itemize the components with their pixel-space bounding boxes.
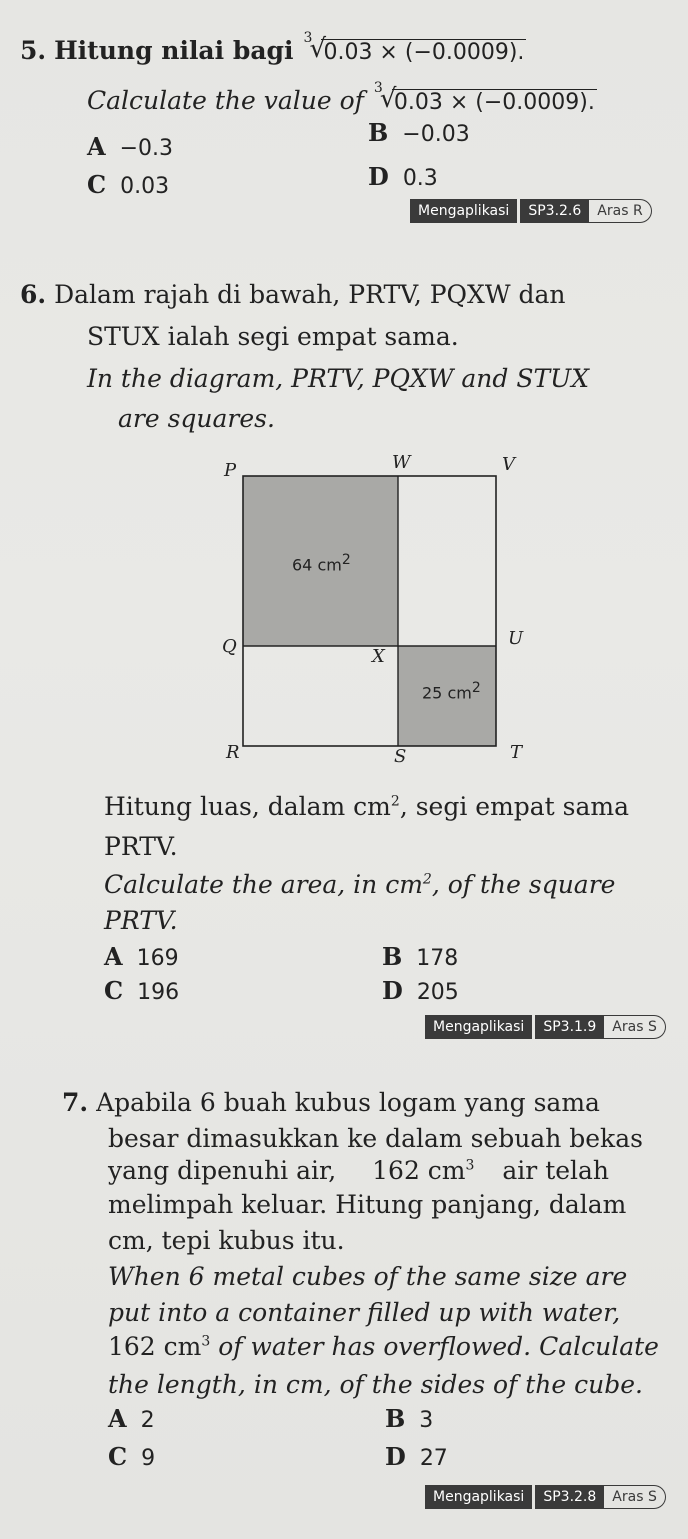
- q5-option-c[interactable]: [87, 170, 169, 199]
- q5-english-text: [87, 80, 597, 115]
- q7-english-line-3: [108, 1332, 659, 1361]
- area-label-64: [292, 552, 351, 574]
- q7-malay-line-1: [62, 1088, 600, 1117]
- tag-level: Aras S: [604, 1015, 666, 1039]
- volume-power: 3: [465, 1157, 475, 1174]
- label-r: R: [226, 742, 240, 763]
- option-value: 178: [416, 946, 459, 971]
- q5-radical-english: [372, 80, 597, 115]
- option-letter: D: [382, 976, 403, 1005]
- label-x: X: [372, 646, 385, 667]
- q7-malay-text-2: besar dimasukkan ke dalam sebuah bekas: [108, 1124, 643, 1153]
- option-value: −0.3: [119, 136, 174, 161]
- option-letter: B: [382, 942, 403, 971]
- area-value: 25 cm: [422, 683, 472, 703]
- q6-option-b[interactable]: [382, 942, 458, 971]
- q7-english-text-4: the length, in cm, of the sides of the cube.: [108, 1370, 643, 1399]
- tag-skill: Mengaplikasi: [425, 1015, 532, 1039]
- option-value: 205: [416, 980, 459, 1005]
- q7-option-a[interactable]: [108, 1404, 155, 1433]
- label-p: P: [224, 460, 237, 481]
- q6-malay-ask-2: PRTV.: [104, 832, 178, 861]
- q7-english-text-2: put into a container filled up with water,: [108, 1298, 621, 1327]
- q6-malay-line-1: [20, 280, 566, 309]
- label-t: T: [510, 742, 523, 763]
- option-letter: C: [104, 976, 124, 1005]
- option-value: 196: [137, 980, 180, 1005]
- option-value: 3: [419, 1408, 434, 1433]
- q6-option-a[interactable]: [104, 942, 179, 971]
- ask-sup: 2: [422, 871, 432, 888]
- q6-malay-text-1: Dalam rajah di bawah, PRTV, PQXW dan: [54, 280, 566, 309]
- q6-english-text-2: are squares.: [118, 404, 275, 433]
- q7-malay-text-5: cm, tepi kubus itu.: [108, 1226, 345, 1255]
- q7-malay-text-1: Apabila 6 buah kubus logam yang sama: [96, 1088, 600, 1117]
- q7-malay-line-3: [108, 1156, 609, 1185]
- option-value: 2: [140, 1408, 155, 1433]
- tag-code: SP3.2.8: [535, 1485, 604, 1509]
- area-unit-power: 2: [471, 680, 481, 696]
- q5-malay-prefix: Hitung nilai bagi: [54, 36, 294, 65]
- q7-english-text-3: of water has overflowed. Calculate: [218, 1332, 659, 1361]
- q7-tag: [425, 1484, 666, 1510]
- option-value: 9: [141, 1446, 156, 1471]
- option-letter: B: [368, 118, 389, 147]
- tag-level: Aras S: [604, 1485, 666, 1509]
- radical-index: 3: [373, 80, 383, 96]
- q5-option-b[interactable]: [368, 118, 470, 147]
- ask-sup: 2: [390, 793, 400, 810]
- radicand: 0.03 × (−0.0009).: [323, 40, 525, 65]
- volume-value: 162 cm: [372, 1156, 466, 1185]
- option-letter: D: [368, 162, 389, 191]
- q6-english-ask-1: [104, 870, 615, 899]
- option-letter: C: [108, 1442, 128, 1471]
- volume-power: 3: [201, 1333, 211, 1350]
- q7-volume: [372, 1156, 474, 1185]
- q6-tag: [425, 1014, 666, 1040]
- q5-english-prefix: Calculate the value of: [87, 86, 364, 115]
- option-letter: A: [87, 132, 106, 161]
- label-v: V: [502, 454, 515, 475]
- q5-malay-text: [20, 30, 526, 65]
- option-letter: C: [87, 170, 107, 199]
- radical-icon: √: [309, 34, 327, 64]
- label-w: W: [392, 452, 411, 473]
- tag-code: SP3.1.9: [535, 1015, 604, 1039]
- q6-malay-ask-1: [104, 792, 629, 821]
- ask-text: Calculate the area, in cm: [104, 870, 423, 899]
- q7-malay-text-3a: yang dipenuhi air,: [108, 1156, 337, 1185]
- q6-option-c[interactable]: [104, 976, 179, 1005]
- q7-malay-text-3b: air telah: [502, 1156, 610, 1185]
- diagram-figure: [200, 440, 540, 770]
- q6-malay-text-2: STUX ialah segi empat sama.: [87, 322, 459, 351]
- q6-number: 6.: [20, 280, 47, 309]
- tag-level: Aras R: [589, 199, 651, 223]
- radicand: 0.03 × (−0.0009).: [393, 90, 595, 115]
- option-value: 169: [136, 946, 179, 971]
- option-value: 0.3: [402, 166, 438, 191]
- squares-diagram: [200, 440, 540, 770]
- q6-option-d[interactable]: [382, 976, 459, 1005]
- volume-value: 162 cm: [108, 1332, 202, 1361]
- ask-tail: , segi empat sama: [399, 792, 630, 821]
- area-label-25: [422, 680, 481, 702]
- label-q: Q: [222, 636, 237, 657]
- option-value: −0.03: [402, 122, 470, 147]
- q7-option-b[interactable]: [385, 1404, 433, 1433]
- option-letter: A: [108, 1404, 127, 1433]
- q7-malay-text-4: melimpah keluar. Hitung panjang, dalam: [108, 1190, 627, 1219]
- tag-skill: Mengaplikasi: [425, 1485, 532, 1509]
- radical-index: 3: [303, 30, 313, 46]
- option-letter: A: [104, 942, 123, 971]
- q5-option-a[interactable]: [87, 132, 173, 161]
- q7-volume-en: [108, 1332, 210, 1361]
- ask-tail: , of the square: [431, 870, 616, 899]
- ask-text: Hitung luas, dalam cm: [104, 792, 391, 821]
- q6-english-ask-2: PRTV.: [104, 906, 178, 935]
- option-value: 27: [419, 1446, 448, 1471]
- q7-english-text-1: When 6 metal cubes of the same size are: [108, 1262, 628, 1291]
- q7-number: 7.: [62, 1088, 89, 1117]
- q5-radical-malay: [301, 30, 526, 65]
- q5-number: 5.: [20, 36, 47, 65]
- radical-icon: √: [379, 84, 397, 114]
- q7-option-c[interactable]: [108, 1442, 155, 1471]
- area-value: 64 cm: [292, 555, 342, 575]
- tag-code: SP3.2.6: [520, 199, 589, 223]
- q5-option-d[interactable]: [368, 162, 438, 191]
- option-letter: D: [385, 1442, 406, 1471]
- label-s: S: [394, 746, 407, 767]
- q6-english-text-1: In the diagram, PRTV, PQXW and STUX: [87, 364, 590, 393]
- q5-tag: [410, 198, 652, 224]
- label-u: U: [508, 628, 524, 649]
- option-letter: B: [385, 1404, 406, 1433]
- option-value: 0.03: [120, 174, 170, 199]
- area-unit-power: 2: [341, 552, 351, 568]
- tag-skill: Mengaplikasi: [410, 199, 517, 223]
- q7-option-d[interactable]: [385, 1442, 448, 1471]
